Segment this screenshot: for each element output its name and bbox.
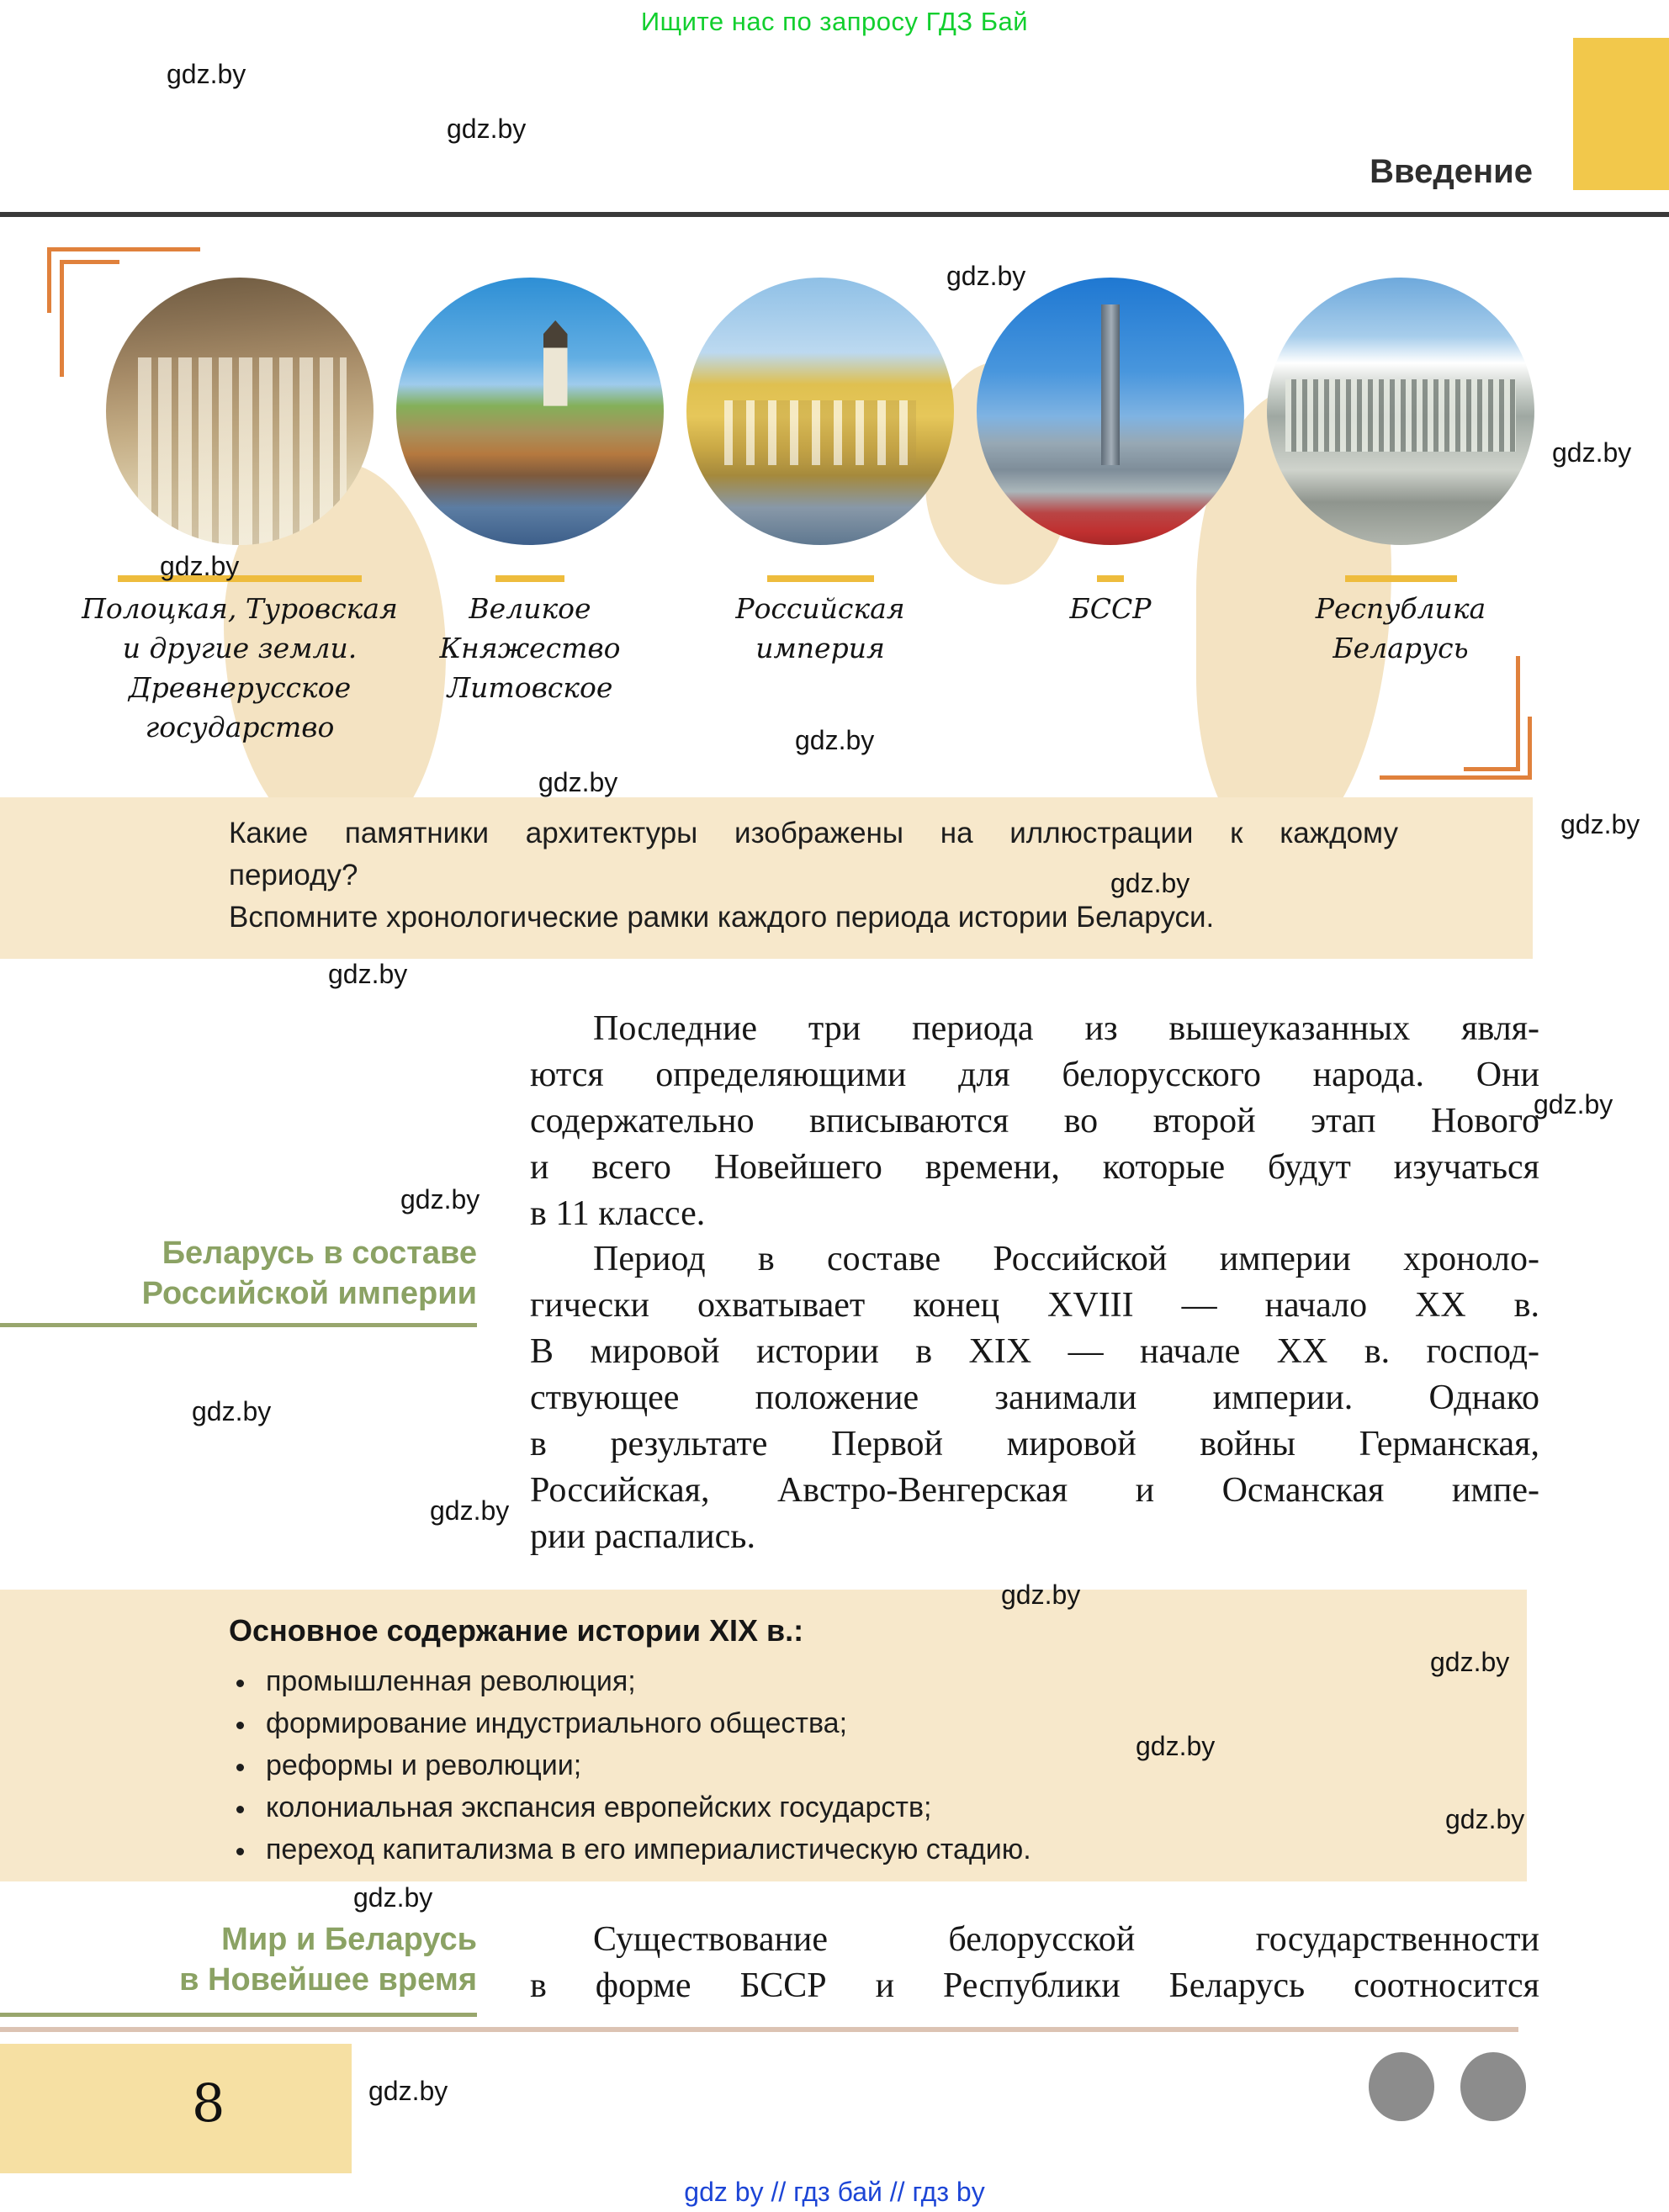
bottom-rule [0,2027,1518,2032]
sidebar-rule-1 [0,1323,477,1327]
paragraph-3 [530,1917,1539,2009]
text-line: в результате Первой мировой войны Германская, [530,1425,1539,1463]
bullet-text: реформы и революции; [266,1749,582,1781]
gdz-watermark: gdz.by [1136,1731,1216,1761]
text-line: Вспомните хронологические рамки каждого периода истории Беларуси. [229,901,1215,934]
bullet-dot-icon [236,1806,244,1813]
period-dash [495,575,564,582]
sophia-cathedral-photo [138,357,347,545]
text-line: ются определяющими для белорусского народа. Они [530,1056,1539,1094]
gdz-watermark: gdz.by [1552,437,1632,468]
text-line: ствующее положение занимали империи. Однако [530,1379,1539,1417]
sidebar-label-line: Мир и Беларусь [221,1922,477,1957]
gdz-watermark: gdz.by [1560,809,1640,839]
header-rule [0,212,1669,217]
page-number: 8 [192,2072,225,2134]
content-bullet-item [236,1828,1527,1871]
period-label-line: БССР [1069,592,1152,625]
text-line: Какие памятники архитектуры изображены на иллюстрации к каждому [229,817,1398,849]
text-line: Существование белорусской государственности [593,1920,1539,1959]
period-dash [767,575,874,582]
period-dash [1345,575,1457,582]
period-label-line: империя [755,632,885,664]
gdz-watermark: gdz.by [368,2076,448,2106]
bullet-text: колониальная экспансия европейских государств; [266,1791,932,1823]
niasvizh-castle-photo [543,320,568,406]
sidebar-label-line: Российской империи [141,1276,477,1311]
period-label-line: Российская [735,592,905,625]
content-bullet-item [236,1744,1527,1786]
text-line: В мировой истории в XIX — начале XX в. господ- [530,1332,1539,1371]
header-accent-block [1573,38,1669,190]
period-label-line: Беларусь [1333,632,1469,664]
text-line: рии распались. [530,1517,755,1556]
gdz-watermark: gdz.by [328,959,408,989]
gdz-watermark: gdz.by [167,59,246,89]
text-line: Российская, Австро-Венгерская и Османская импе- [530,1471,1539,1510]
period-label-ancient-lands [80,589,400,747]
content-bullet-item [236,1786,1527,1828]
period-photo-republic-of-belarus [1267,278,1534,545]
gdz-watermark: gdz.by [353,1882,433,1913]
period-dash [118,575,362,582]
bullet-dot-icon [236,1764,244,1771]
promo-banner: Ищите нас по запросу ГДЗ Бай [640,7,1029,36]
question-text [229,812,1398,939]
sidebar-rule-2 [0,2013,477,2017]
text-line: и всего Новейшего времени, которые будут изучаться [530,1148,1539,1187]
bullet-text: формирование индустриального общества; [266,1707,848,1739]
text-line: в форме БССР и Республики Беларусь соотносится [530,1966,1539,2005]
pager-dot-1 [1369,2052,1434,2121]
period-label-line: и другие земли. [122,632,358,664]
paragraph-1 [530,1006,1539,1237]
content-box-title: Основное содержание истории XIX в.: [229,1613,804,1648]
corner-bracket-top-left-inner [60,260,119,377]
period-label-line: Великое [469,592,591,625]
content-bullet-item [236,1702,1527,1744]
gdz-watermark: gdz.by [430,1495,510,1526]
period-dash [1097,575,1124,582]
sidebar-label-1 [0,1233,477,1314]
period-label-line: Княжество [439,632,621,664]
text-line: содержательно вписываются во второй этап Нового [530,1102,1539,1140]
period-label-line: Полоцкая, Туровская [82,592,398,625]
page-number-block [0,2044,352,2173]
gdz-watermark: gdz.by [1110,868,1190,898]
gdz-watermark: gdz.by [192,1396,272,1426]
pager-dot-2 [1460,2052,1526,2121]
bullet-dot-icon [236,1848,244,1855]
page-title: Введение [1370,153,1533,190]
gdz-watermark: gdz.by [447,114,527,144]
bullet-text: промышленная революция; [266,1665,636,1697]
gdz-watermark: gdz.by [400,1184,480,1214]
text-line: в 11 классе. [530,1194,706,1233]
gdz-watermark: gdz.by [1445,1804,1525,1834]
sidebar-label-line: Беларусь в составе [162,1236,477,1271]
victory-monument-photo [1101,304,1120,465]
text-line: Последние три периода из вышеуказанных явля- [593,1009,1539,1048]
period-photo-russian-empire [686,278,954,545]
text-line: Период в составе Российской империи хроноло- [593,1240,1539,1278]
bullet-dot-icon [236,1680,244,1687]
period-label-line: Литовское [447,671,613,704]
period-label-grand-duchy-of-lithuania [370,589,690,707]
bullet-text: переход капитализма в его империалистическую стадию. [266,1834,1031,1865]
bullet-dot-icon [236,1722,244,1729]
imperial-palace-photo [724,400,917,464]
period-label-bssr [951,589,1270,628]
period-photo-grand-duchy-of-lithuania [396,278,664,545]
corner-bracket-bottom-right-outer [1380,717,1532,780]
period-label-russian-empire [660,589,980,668]
question-box [0,797,1533,959]
gdz-watermark: gdz.by [538,767,618,797]
gdz-watermark: gdz.by [946,261,1026,291]
gdz-watermark: gdz.by [1001,1580,1081,1610]
footer-links[interactable]: gdz by // гдз бай // гдз by [684,2177,985,2207]
period-photo-bssr [977,278,1244,545]
gdz-watermark: gdz.by [160,551,240,581]
period-photo-ancient-lands [106,278,374,545]
content-box [0,1590,1527,1881]
content-box-list [236,1660,1527,1871]
period-label-line: государство [145,711,335,744]
gdz-watermark: gdz.by [1534,1089,1613,1119]
period-label-line: Древнерусское [128,671,352,704]
text-line: гически охватывает конец XVIII — начало XX в. [530,1286,1539,1325]
period-label-line: Республика [1315,592,1486,625]
sidebar-label-2 [0,1919,477,2000]
content-bullet-item [236,1660,1527,1702]
gdz-watermark: gdz.by [1430,1647,1510,1677]
gdz-watermark: gdz.by [795,725,875,755]
independence-palace-photo [1285,379,1516,452]
text-line: периоду? [229,859,358,892]
paragraph-2 [530,1236,1539,1560]
sidebar-label-line: в Новейшее время [179,1962,477,1998]
